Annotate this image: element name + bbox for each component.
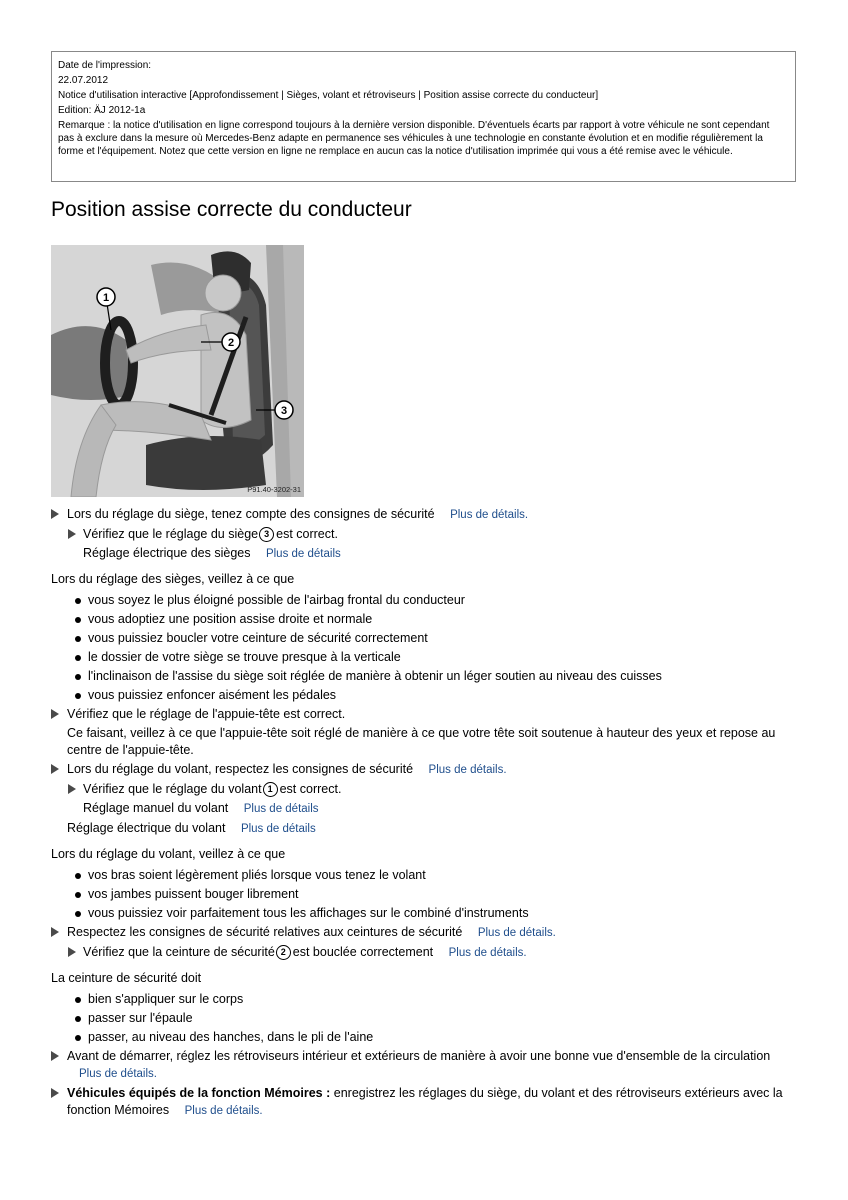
list-item: passer sur l'épaule — [73, 1010, 801, 1027]
more-details-link[interactable]: Plus de détails — [240, 823, 316, 835]
list-item: vous puissiez enfoncer aisément les pédales — [73, 687, 801, 704]
figure-code: P91.40-3202-31 — [247, 485, 301, 494]
callout-2 — [222, 333, 240, 351]
print-info-box — [51, 51, 796, 182]
callout-1 — [97, 288, 115, 306]
list-item: vos jambes puissent bouger librement — [73, 886, 801, 903]
more-details-link[interactable]: Plus de détails. — [448, 947, 527, 959]
instructions — [51, 506, 801, 1122]
more-details-link[interactable]: Plus de détails. — [428, 764, 507, 776]
more-details-link[interactable]: Plus de détails. — [477, 927, 556, 939]
list-item: vous puissiez voir parfaitement tous les affichages sur le combiné d'instruments — [73, 905, 801, 922]
arrow-icon — [68, 529, 76, 539]
wheel-step: Lors du réglage du volant, respectez les consignes de sécurité Plus de détails. — [51, 761, 801, 779]
wheel-intro: Lors du réglage du volant, veillez à ce que — [51, 847, 286, 861]
more-details-link[interactable]: Plus de détails — [243, 803, 319, 815]
list-item: vous soyez le plus éloigné possible de l'airbag frontal du conducteur — [73, 592, 801, 609]
seat-check: Vérifiez que le réglage du siège 3 est correct. — [51, 526, 801, 543]
mirror-step: Avant de démarrer, réglez les rétroviseurs intérieur et extérieurs de manière à avoir une bonne vue d'ensemble de la circulation Plus de détails. — [51, 1048, 801, 1083]
wheel-check: Vérifiez que le réglage du volant 1 est correct. — [51, 781, 801, 798]
svg-text:3: 3 — [280, 405, 288, 417]
svg-text:1: 1 — [102, 292, 110, 304]
wheel-electric: Réglage électrique du volant Plus de détails — [67, 821, 316, 835]
list-item: passer, au niveau des hanches, dans le pli de l'aine — [73, 1029, 801, 1046]
more-details-link[interactable]: Plus de détails. — [79, 1068, 157, 1080]
belt-step: Respectez les consignes de sécurité relatives aux ceintures de sécurité Plus de détails. — [51, 924, 801, 942]
arrow-icon — [68, 784, 76, 794]
arrow-icon — [68, 947, 76, 957]
svg-text:2: 2 — [227, 337, 235, 349]
number-2-icon: 2 — [276, 945, 291, 960]
number-1-icon: 1 — [263, 782, 278, 797]
seat-intro: Lors du réglage des sièges, veillez à ce que — [51, 572, 295, 586]
more-details-link[interactable]: Plus de détails — [265, 548, 341, 560]
print-date-label: Date de l'impression: — [58, 60, 152, 71]
belt-check: Vérifiez que la ceinture de sécurité 2 est bouclée correctement Plus de détails. — [51, 944, 801, 962]
callout-3 — [275, 401, 293, 419]
arrow-icon — [51, 509, 59, 519]
notice-path: Notice d'utilisation interactive [Approfondissement | Sièges, volant et rétroviseurs | Position assise correcte du conducteur] — [58, 90, 599, 101]
wheel-manual: Réglage manuel du volant Plus de détails — [83, 801, 319, 815]
arrow-icon — [51, 1051, 59, 1061]
list-item: le dossier de votre siège se trouve presque à la verticale — [73, 649, 801, 666]
page-title: Position assise correcte du conducteur — [51, 198, 412, 221]
belt-bullet-list — [51, 991, 801, 1046]
headrest-step: Vérifiez que le réglage de l'appuie-tête est correct. — [51, 706, 801, 723]
arrow-icon — [51, 1088, 59, 1098]
edition: Edition: ÄJ 2012-1a — [58, 105, 146, 116]
number-3-icon: 3 — [259, 527, 274, 542]
more-details-link[interactable]: Plus de détails. — [184, 1105, 263, 1117]
list-item: vous puissiez boucler votre ceinture de sécurité correctement — [73, 630, 801, 647]
headrest-detail: Ce faisant, veillez à ce que l'appuie-tête soit réglé de manière à ce que votre tête soit soutenue à hauteur des yeux et repose au centre de l'appuie-tête. — [67, 726, 776, 757]
seat-position-illustration — [51, 245, 304, 497]
seat-step: Lors du réglage du siège, tenez compte des consignes de sécurité Plus de détails. — [51, 506, 801, 524]
more-details-link[interactable]: Plus de détails. — [450, 509, 529, 521]
list-item: bien s'appliquer sur le corps — [73, 991, 801, 1008]
arrow-icon — [51, 709, 59, 719]
print-date: 22.07.2012 — [58, 75, 109, 86]
list-item: vos bras soient légèrement pliés lorsque vous tenez le volant — [73, 867, 801, 884]
arrow-icon — [51, 927, 59, 937]
list-item: vous adoptiez une position assise droite et normale — [73, 611, 801, 628]
belt-intro: La ceinture de sécurité doit — [51, 971, 202, 985]
wheel-bullet-list — [51, 867, 801, 922]
seat-electric: Réglage électrique des sièges Plus de détails — [83, 546, 341, 560]
seat-bullet-list — [51, 592, 801, 704]
list-item: l'inclinaison de l'assise du siège soit réglée de manière à obtenir un léger soutien au niveau des cuisses — [73, 668, 801, 685]
remark: Remarque : la notice d'utilisation en ligne correspond toujours à la dernière version disponible. D'éventuels écarts par rapport à votre véhicule ne sont cependant pas à exclure dans la mesure où Mercedes-Benz adapte en permanence ses véhicules à une technologie en constante évolution et en modifie régulièrement la forme et l'équipement. Notez que cette version en ligne ne remplace en aucun cas la notice d'utilisation imprimée qui vous a été remise avec le véhicule. — [58, 120, 770, 157]
arrow-icon — [51, 764, 59, 774]
memory-step: Véhicules équipés de la fonction Mémoires : enregistrez les réglages du siège, du volant et des rétroviseurs extérieurs avec la fonction Mémoires Plus de détails. — [51, 1085, 801, 1120]
